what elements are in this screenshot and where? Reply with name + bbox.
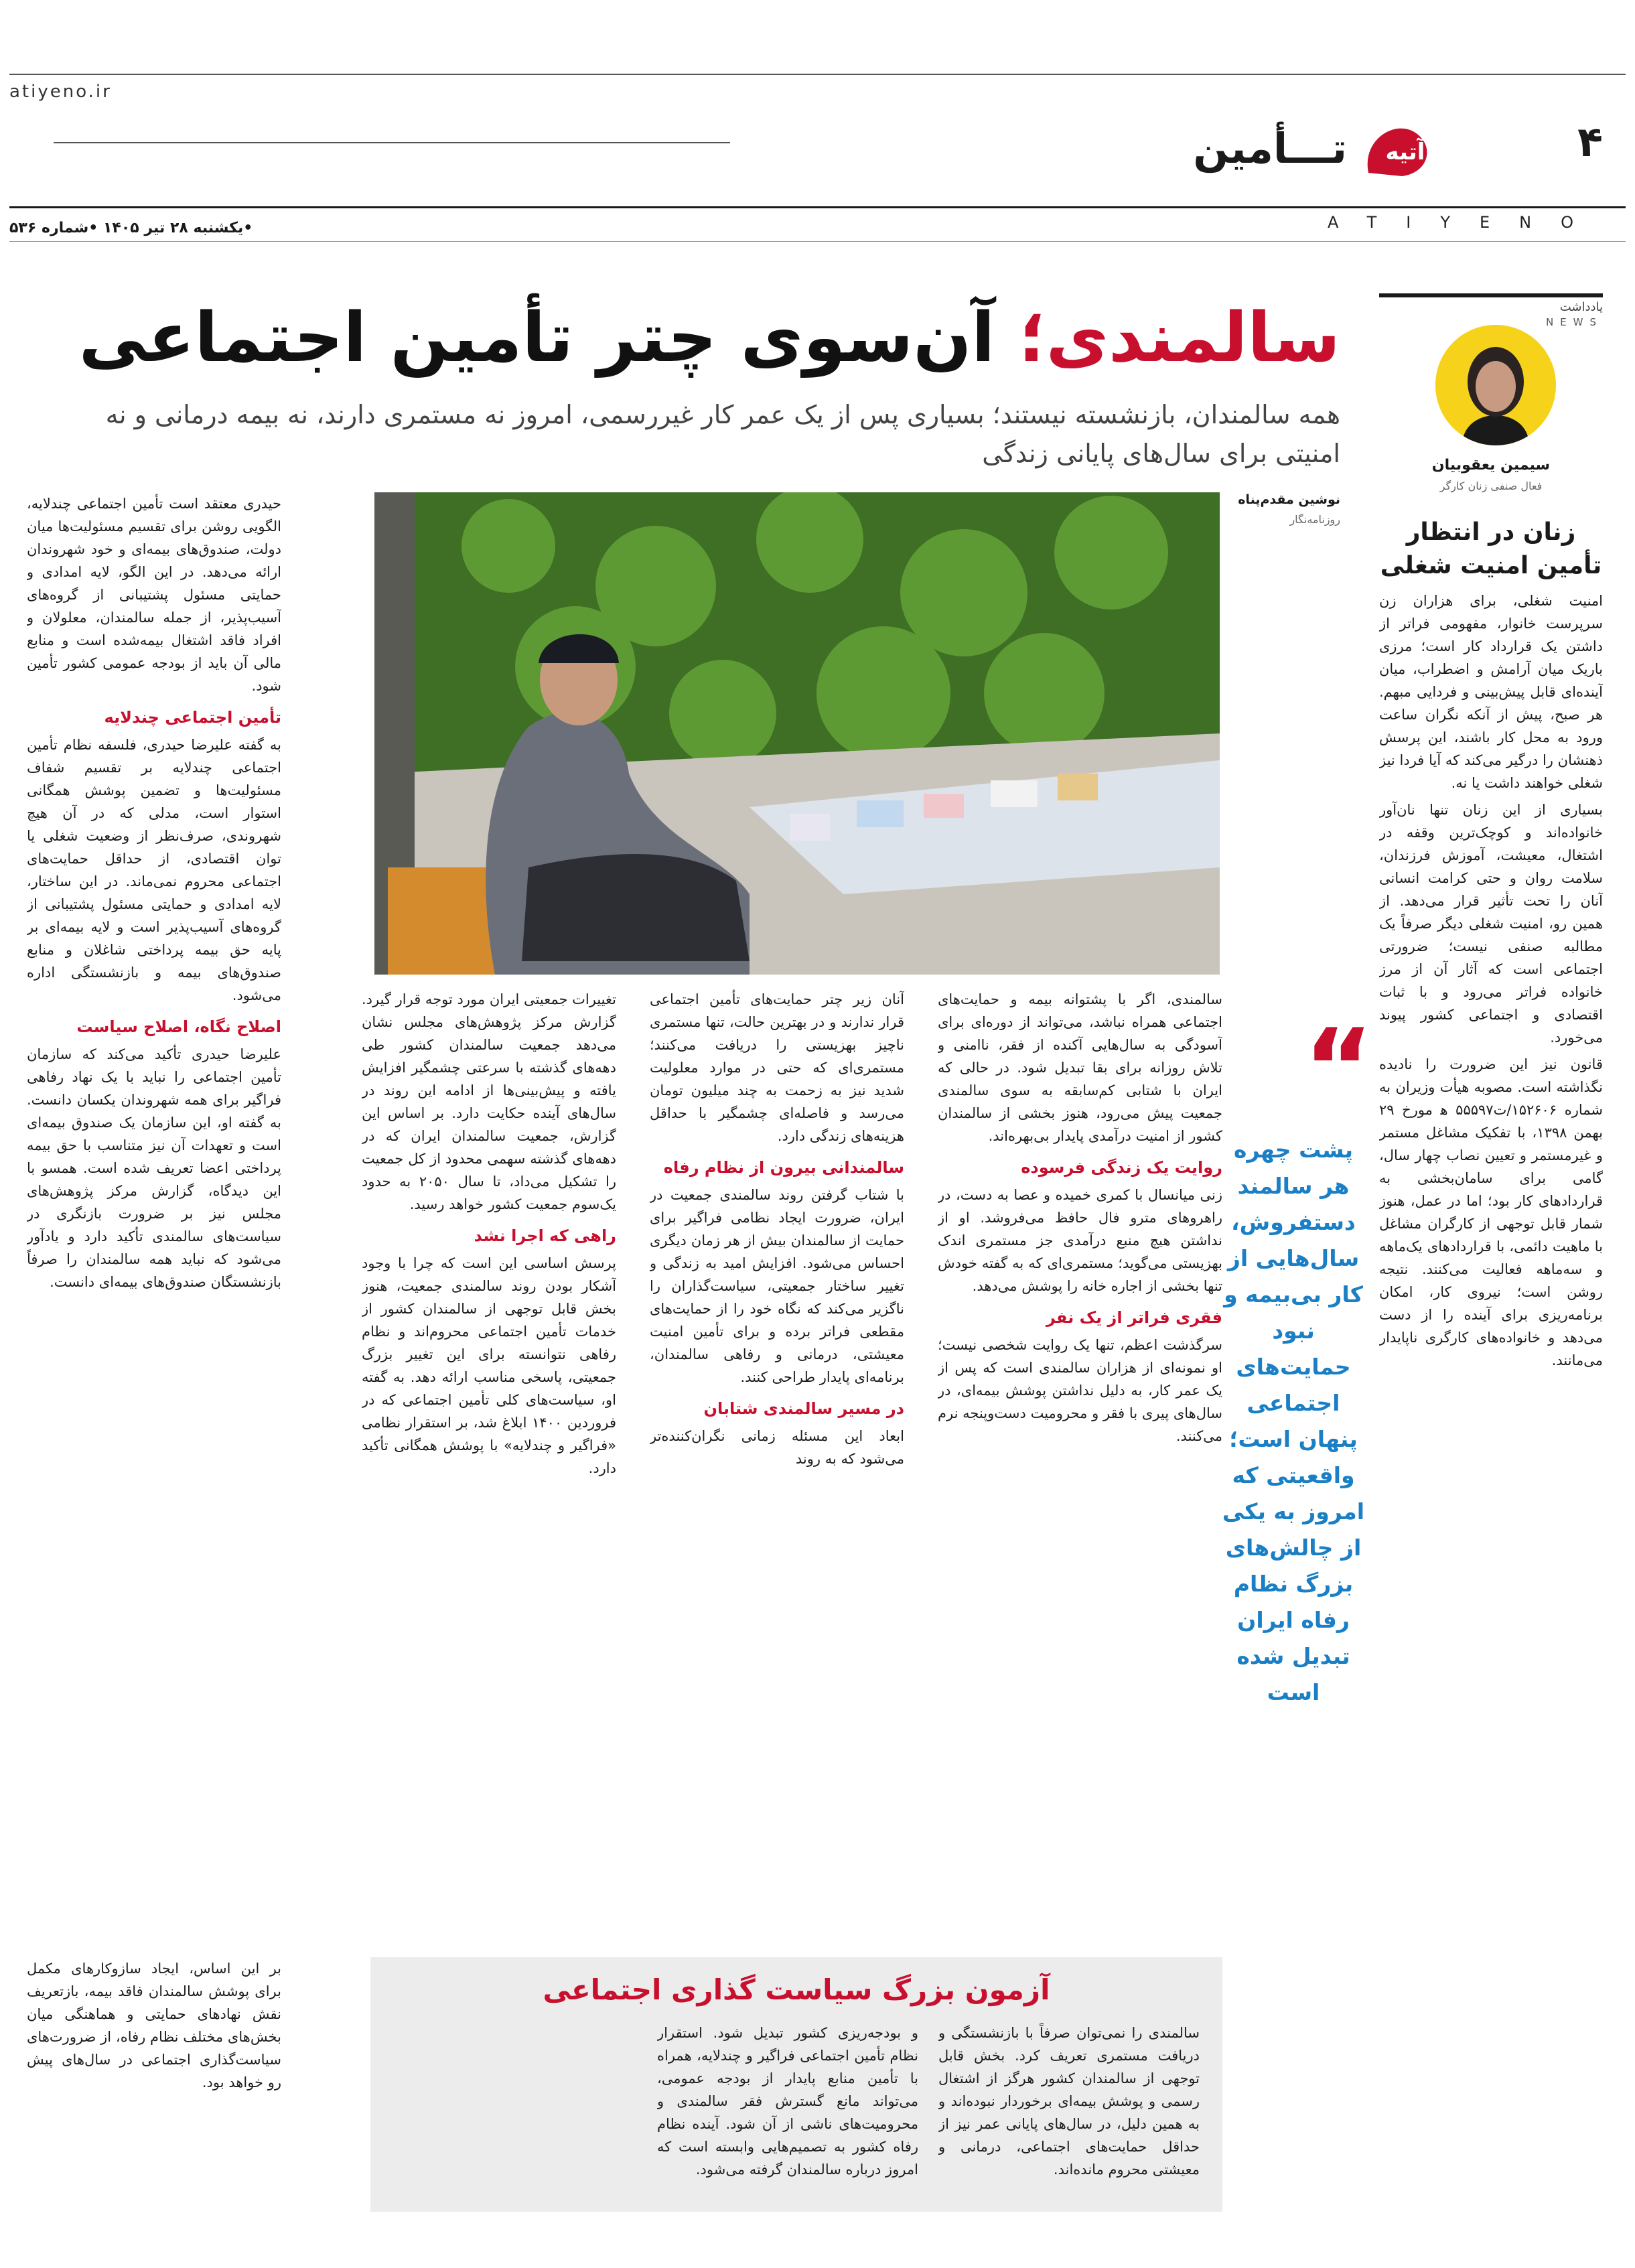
boxed-section-title: آزمون بزرگ سیاست گذاری اجتماعی	[543, 1973, 1050, 2006]
site-url[interactable]: atiyeno.ir	[9, 82, 112, 102]
subheading: تأمین اجتماعی چندلایه	[104, 708, 281, 727]
sidebar-news-label: NEWS	[1545, 316, 1603, 328]
paragraph: حیدری معتقد است تأمین اجتماعی چندلایه، الگویی روشن برای تقسیم مسئولیت‌ها میان دولت، صندوق‌های بیمه‌ای و خود شهروندان ارائه می‌دهد. در این الگو، لایه امدادی و حمایتی مسئول پشتیبانی از گروه‌های آسیب‌پذیر، از جمله سالمندان، معلولان و افراد فاقد اشتغال بیمه‌شده است و منابع مالی آن باید از بودجه عمومی کشور تأمین شود.	[27, 496, 281, 694]
author-role: فعال صنفی زنان کارگر	[1439, 480, 1543, 492]
subheading: فقری فراتر از یک نفر	[1046, 1308, 1222, 1327]
section-title: تـــأمین	[1193, 124, 1347, 173]
paragraph: علیرضا حیدری تأکید می‌کند که سازمان تأمین اجتماعی را نباید با یک نهاد رفاهی فراگیر برای همه شهروندان یکسان دانست. به گفته او، این سازمان یک صندوق بیمه‌ای است و تعهدات آن نیز متناسب با حق بیمه پرداختی اعضا تعریف شده است. همسو با این دیدگاه، گزارش مرکز پژوهش‌های مجلس نیز بر ضرورت بازنگری در سیاست‌های سالمندی تأکید دارد و یادآور می‌شود که نباید همه سالمندان را صرفاً بازنشستگان صندوق‌های بیمه‌ای دانست.	[27, 1046, 281, 1290]
author-name: سیمین یعقوبیان	[1431, 457, 1551, 474]
author-avatar	[1435, 325, 1556, 445]
sidebar-paragraph: امنیت شغلی، برای هزاران زن سرپرست خانوار، مفهومی فراتر از داشتن یک قرارداد کار است؛ مرزی باریک میان آرامش و اضطراب، میان آینده‌ای قابل پیش‌بینی و فردایی مبهم. هر صبح، پیش از آنکه نگران ساعت ورود به محل کار باشند، این پرسش ذهنشان را درگیر می‌کند که آیا فردا نیز شغلی خواهند داشت یا نه.	[1379, 593, 1603, 791]
header-rule-bottom	[9, 206, 1626, 208]
paragraph: سرگذشت اعظم، تنها یک روایت شخصی نیست؛ او نمونه‌ای از هزاران سالمندی است که پس از یک عمر کار، به دلیل نداشتن پوشش بیمه‌ای، در سال‌های پیری با فقر و محرومیت دست‌وپنجه نرم می‌کنند.	[938, 1337, 1222, 1444]
column-4	[938, 988, 1222, 1946]
paragraph: آنان زیر چتر حمایت‌های تأمین اجتماعی قرار ندارند و در بهترین حالت، تنها مستمری ناچیز بهزیستی را دریافت می‌کنند؛ مستمری‌ای که حتی در موارد معلولیت شدید نیز به زحمت به چند میلیون تومان می‌رسد و فاصله‌ای چشمگیر با حداقل هزینه‌های زندگی دارد.	[650, 991, 904, 1144]
box-column-right	[938, 2022, 1200, 2202]
paragraph: ابعاد این مسئله زمانی نگران‌کننده‌تر می‌شود که به روند	[650, 1428, 904, 1467]
column-2	[362, 988, 616, 1946]
date-issue: •یکشنبه ۲۸ تیر ۱۴۰۵ •شماره ۵۳۶	[9, 220, 253, 236]
quote-icon: “	[1303, 1005, 1374, 1131]
pull-quote: پشت چهره هر سالمند دستفروش، سال‌هایی از کار بی‌بیمه و نبود حمایت‌های اجتماعی پنهان است؛ واقعیتی که امروز به یکی از چالش‌های بزرگ نظام رفاه ایران تبدیل شده است	[1222, 1137, 1365, 1705]
main-headline	[78, 298, 1340, 378]
header-rule-short	[54, 142, 730, 143]
subheading: روایت یک زندگی فرسوده	[1021, 1158, 1222, 1177]
column-3	[650, 988, 904, 1946]
main-photo	[374, 492, 1220, 975]
subheading: راهی که اجرا نشد	[474, 1226, 616, 1245]
paragraph: و بودجه‌ریزی کشور تبدیل شود. استقرار نظام تأمین اجتماعی فراگیر و چندلایه، همراه با تأمین منابع پایدار از بودجه عمومی، می‌تواند مانع گسترش فقر سالمندی و محرومیت‌های ناشی از آن شود. آینده نظام رفاه کشور به تصمیم‌هایی وابسته است که امروز درباره سالمندان گرفته می‌شود.	[657, 2025, 918, 2178]
paragraph: سالمندی را نمی‌توان صرفاً با بازنشستگی و دریافت مستمری تعریف کرد. بخش قابل توجهی از سالمندان کشور هرگز از اشتغال رسمی و پوشش بیمه‌ای برخوردار نبوده‌اند و به همین دلیل، در سال‌های پایانی عمر نیز از حداقل حمایت‌های اجتماعی، درمانی و معیشتی محروم مانده‌اند.	[938, 2025, 1200, 2178]
sidebar-paragraph: بسیاری از این زنان تنها نان‌آور خانواده‌اند و کوچک‌ترین وقفه در اشتغال، معیشت، آموزش فرزندان، سلامت روان و حتی کرامت انسانی آنان را تحت تأثیر قرار می‌دهد. از همین رو، امنیت شغلی دیگر صرفاً یک مطالبه صنفی نیست؛ ضرورتی اجتماعی است که آثار آن از مرز خانواده فراتر می‌رود و با ثبات اقتصادی و اجتماعی کشور پیوند می‌خورد.	[1379, 802, 1603, 1046]
brand-name: ATIYENO	[1328, 213, 1603, 232]
header-rule-top	[9, 74, 1626, 75]
sidebar-paragraph: قانون نیز این ضرورت را نادیده نگذاشته است. مصوبه هیأت وزیران به شماره ۱۵۲۶۰۶/ت۵۵۵۹۷ ه‍ مورخ ۲۹ بهمن ۱۳۹۸، با تفکیک مشاغل مستمر و غیرمستمر و تعیین نصاب چهار سال، گامی برای سامان‌بخشی به قراردادهای کار بود؛ اما در عمل، هنوز شمار قابل توجهی از کارگران مشاغل با ماهیت دائمی، با قراردادهای یک‌ماهه و سه‌ماهه فعالیت می‌کنند. نتیجه روشن است؛ نیروی کار، امکان برنامه‌ریزی برای آینده را از دست می‌دهد و خانواده‌های کارگری ناپایدار می‌مانند.	[1379, 1056, 1603, 1368]
paragraph: به گفته علیرضا حیدری، فلسفه نظام تأمین اجتماعی چندلایه بر تقسیم شفاف مسئولیت‌ها و تضمین پوشش همگانی استوار است، مدلی که در آن هیچ شهروندی، صرف‌نظر از وضعیت شغلی یا توان اقتصادی، از حداقل حمایت‌های اجتماعی محروم نمی‌ماند. در این ساختار، لایه امدادی و حمایتی مسئول پشتیبانی از گروه‌های آسیب‌پذیر است و لایه بیمه‌ای بر پایه حق بیمه پرداختی شاغلان و منابع صندوق‌های بیمه و بازنشستگی اداره می‌شود.	[27, 737, 281, 1003]
headline-red-part: سالمندی؛	[1018, 298, 1340, 378]
sidebar-tag: یادداشت	[1559, 300, 1603, 314]
subheading: اصلاح نگاه، اصلاح سیاست	[76, 1017, 281, 1036]
sidebar-headline: زنان در انتظار تأمین امنیت شغلی	[1380, 518, 1602, 579]
lead-paragraph: همه سالمندان، بازنشسته نیستند؛ بسیاری پس از یک عمر کار غیررسمی، امروز نه مستمری دارند، نه بیمه درمانی و نه امنیتی برای سال‌های پایانی زندگی	[105, 400, 1340, 468]
subheading: در مسیر سالمندی شتابان	[703, 1399, 904, 1418]
brand-logo	[1355, 113, 1455, 186]
header-rule-date	[9, 241, 1626, 242]
paragraph: زنی میانسال با کمری خمیده و عصا به دست، در راهروهای مترو فال حافظ می‌فروشد. او از نداشتن هیچ منبع درآمدی جز مستمری اندک بهزیستی می‌گوید؛ مستمری‌ای که به گفته خودش تنها بخشی از اجاره خانه را پوشش می‌دهد.	[938, 1187, 1222, 1294]
paragraph: پرسش اساسی این است که چرا با وجود آشکار بودن روند سالمندی جمعیت، هنوز بخش قابل توجهی از سالمندان کشور از خدمات تأمین اجتماعی محروم‌اند و نظام رفاهی نتوانسته برای این تغییر بزرگ جمعیتی، پاسخی مناسب ارائه دهد. به گفته او، سیاست‌های کلی تأمین اجتماعی که در فروردین ۱۴۰۰ ابلاغ شد، بر استقرار نظامی «فراگیر و چندلایه» با پوشش همگانی تأکید دارد.	[362, 1255, 616, 1476]
byline: نوشین مقدم‌پناه	[1238, 492, 1340, 507]
byline-role: روزنامه‌نگار	[1289, 513, 1340, 526]
page-number: ۴	[1577, 117, 1603, 166]
sidebar-body	[1379, 589, 1603, 2251]
paragraph: با شتاب گرفتن روند سالمندی جمعیت در ایران، ضرورت ایجاد نظامی فراگیر برای حمایت از سالمندان بیش از هر زمان دیگری احساس می‌شود. افزایش امید به زندگی و تغییر ساختار جمعیتی، سیاست‌گذاران را ناگزیر می‌کند که نگاه خود را از حمایت‌های مقطعی فراتر برده و برای تأمین امنیت معیشتی، درمانی و رفاهی سالمندان، برنامه‌ای پایدار طراحی کنند.	[650, 1187, 904, 1385]
headline-black-part: آن‌سوی چتر تأمین اجتماعی	[78, 298, 1019, 378]
subheading: سالمندانی بیرون از نظام رفاه	[663, 1158, 904, 1177]
box-column-middle	[657, 2022, 918, 2202]
paragraph: تغییرات جمعیتی ایران مورد توجه قرار گیرد. گزارش مرکز پژوهش‌های مجلس نشان می‌دهد جمعیت سالمندان کشور طی دهه‌های گذشته با سرعتی چشمگیر افزایش یافته و پیش‌بینی‌ها از ادامه این روند در سال‌های آینده حکایت دارد. بر اساس این گزارش، جمعیت سالمندان ایران که در دهه‌های گذشته سهمی محدود از کل جمعیت را تشکیل می‌داد، تا سال ۲۰۵۰ به حدود یک‌سوم جمعیت کشور خواهد رسید.	[362, 991, 616, 1212]
paragraph: سالمندی، اگر با پشتوانه بیمه و حمایت‌های اجتماعی همراه نباشد، می‌تواند از دوره‌ای برای آسودگی به سال‌هایی آکنده از فقر، ناامنی و تلاش روزانه برای بقا تبدیل شود. در حالی که ایران با شتابی کم‌سابقه به سوی سالمندی جمعیت پیش می‌رود، هنوز بخشی از سالمندان کشور از امنیت درآمدی پایدار بی‌بهره‌اند.	[938, 991, 1222, 1144]
box-column-left	[27, 1957, 281, 2212]
paragraph: بر این اساس، ایجاد سازوکارهای مکمل برای پوشش سالمندان فاقد بیمه، بازتعریف نقش نهادهای حمایتی و هماهنگی میان بخش‌های مختلف نظام رفاه، از ضرورت‌های سیاست‌گذاری اجتماعی در سال‌های پیش رو خواهد بود.	[27, 1961, 281, 2090]
svg-text:آتیه: آتیه	[1385, 139, 1425, 165]
